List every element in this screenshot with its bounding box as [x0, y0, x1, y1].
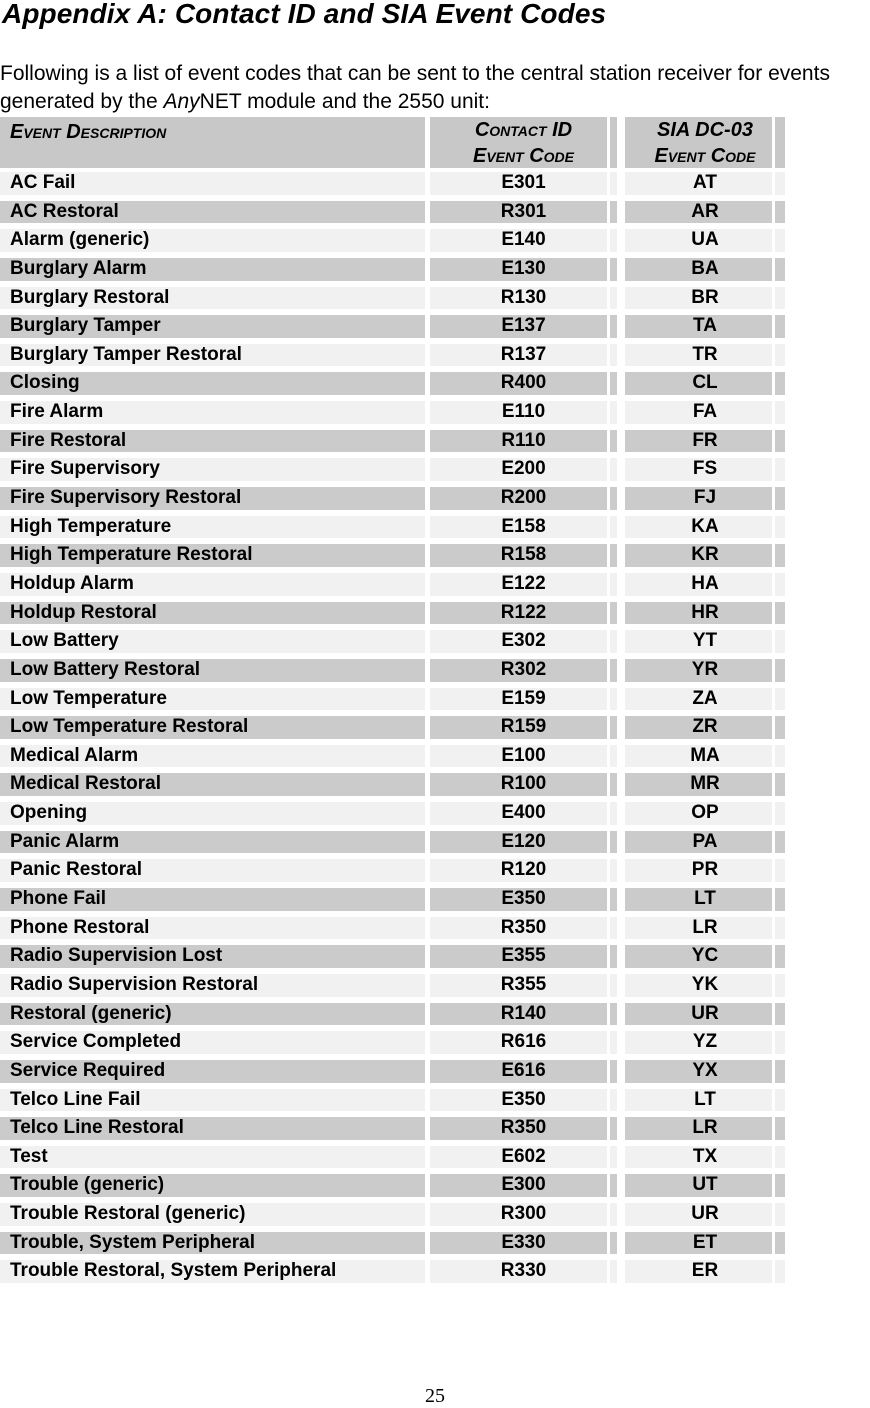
- intro-brand-rest: NET: [199, 90, 242, 113]
- column-separator: [607, 1031, 610, 1054]
- sia-code-cell: ET: [625, 1232, 785, 1255]
- sia-code-cell: LT: [625, 1089, 785, 1112]
- contact-id-code-cell: E120: [430, 831, 617, 854]
- sia-code-cell: TR: [625, 344, 785, 367]
- table-row: [0, 427, 790, 456]
- sia-code-cell: YZ: [625, 1031, 785, 1054]
- column-separator: [607, 458, 610, 481]
- table-row: [0, 455, 790, 484]
- sia-code-cell: YX: [625, 1060, 785, 1083]
- event-description-cell: Radio Supervision Restoral: [0, 974, 425, 997]
- column-separator: [607, 344, 610, 367]
- column-separator: [772, 831, 775, 854]
- column-separator: [607, 258, 610, 281]
- column-separator: [772, 344, 775, 367]
- column-separator: [607, 287, 610, 310]
- event-description-cell: Low Temperature: [0, 688, 425, 711]
- contact-id-code-cell: E301: [430, 172, 617, 195]
- contact-id-code-cell: R110: [430, 430, 617, 453]
- table-row: [0, 1000, 790, 1029]
- sia-code-cell: ZR: [625, 716, 785, 739]
- column-separator: [607, 859, 610, 882]
- column-separator: [607, 688, 610, 711]
- column-separator: [772, 172, 775, 195]
- column-separator: [772, 888, 775, 911]
- column-separator: [772, 688, 775, 711]
- column-separator: [607, 888, 610, 911]
- contact-id-code-cell: R158: [430, 544, 617, 567]
- contact-id-code-cell: R350: [430, 917, 617, 940]
- column-separator: [772, 945, 775, 968]
- contact-id-code-cell: R100: [430, 773, 617, 796]
- sia-code-cell: MR: [625, 773, 785, 796]
- event-codes-table: [0, 117, 790, 1286]
- event-description-cell: Trouble Restoral (generic): [0, 1203, 425, 1226]
- table-row: [0, 599, 790, 628]
- table-row: [0, 1114, 790, 1143]
- table-row: [0, 1086, 790, 1115]
- contact-id-code-cell: E302: [430, 630, 617, 653]
- table-row: [0, 398, 790, 427]
- column-separator: [772, 1260, 775, 1283]
- sia-code-cell: FR: [625, 430, 785, 453]
- contact-id-code-cell: E400: [430, 802, 617, 825]
- column-separator: [772, 573, 775, 596]
- column-separator: [607, 831, 610, 854]
- column-separator: [607, 544, 610, 567]
- table-row: [0, 856, 790, 885]
- event-description-cell: Telco Line Fail: [0, 1089, 425, 1112]
- table-row: [0, 828, 790, 857]
- column-separator: [772, 917, 775, 940]
- sia-code-cell: BA: [625, 258, 785, 281]
- contact-id-code-cell: E200: [430, 458, 617, 481]
- contact-id-code-cell: R301: [430, 201, 617, 224]
- contact-id-code-cell: E110: [430, 401, 617, 424]
- contact-id-code-cell: E137: [430, 315, 617, 338]
- table-row: [0, 341, 790, 370]
- column-separator: [772, 201, 775, 224]
- event-description-cell: Panic Alarm: [0, 831, 425, 854]
- sia-code-cell: MA: [625, 745, 785, 768]
- event-description-cell: Radio Supervision Lost: [0, 945, 425, 968]
- column-separator: [772, 1203, 775, 1226]
- event-description-cell: Service Required: [0, 1060, 425, 1083]
- contact-id-code-cell: E158: [430, 516, 617, 539]
- table-row: [0, 369, 790, 398]
- column-separator: [607, 117, 610, 168]
- intro-paragraph: [0, 60, 868, 116]
- contact-id-code-cell: E159: [430, 688, 617, 711]
- event-description-cell: Fire Restoral: [0, 430, 425, 453]
- contact-id-code-cell: E330: [430, 1232, 617, 1255]
- table-body: [0, 169, 790, 1286]
- column-separator: [772, 1232, 775, 1255]
- column-separator: [607, 430, 610, 453]
- column-separator: [772, 659, 775, 682]
- column-separator: [772, 859, 775, 882]
- event-description-cell: Holdup Restoral: [0, 602, 425, 625]
- sia-code-cell: AR: [625, 201, 785, 224]
- table-row: [0, 713, 790, 742]
- header-contact-id-line2: Event Code: [472, 145, 574, 167]
- column-separator: [607, 1003, 610, 1026]
- column-separator: [772, 1060, 775, 1083]
- contact-id-code-cell: R302: [430, 659, 617, 682]
- column-separator: [772, 1117, 775, 1140]
- header-event-description: Event Description: [0, 117, 425, 168]
- column-separator: [772, 773, 775, 796]
- sia-code-cell: KA: [625, 516, 785, 539]
- table-row: [0, 284, 790, 313]
- column-separator: [607, 401, 610, 424]
- page-title: Appendix A: Contact ID and SIA Event Codes: [2, 0, 607, 29]
- sia-code-cell: OP: [625, 802, 785, 825]
- event-description-cell: Low Temperature Restoral: [0, 716, 425, 739]
- table-row: [0, 971, 790, 1000]
- column-separator: [607, 1060, 610, 1083]
- column-separator: [607, 716, 610, 739]
- sia-code-cell: FA: [625, 401, 785, 424]
- column-separator: [772, 1146, 775, 1169]
- event-description-cell: Burglary Tamper: [0, 315, 425, 338]
- event-description-cell: Trouble Restoral, System Peripheral: [0, 1260, 425, 1283]
- header-contact-id: [430, 117, 617, 168]
- sia-code-cell: ZA: [625, 688, 785, 711]
- intro-text-before: Following is a list of event codes that can be sent to the central station receiver for events generated by the: [0, 62, 830, 113]
- contact-id-code-cell: R200: [430, 487, 617, 510]
- sia-code-cell: LT: [625, 888, 785, 911]
- column-separator: [607, 1117, 610, 1140]
- sia-code-cell: HA: [625, 573, 785, 596]
- column-separator: [772, 258, 775, 281]
- table-row: [0, 570, 790, 599]
- event-description-cell: AC Fail: [0, 172, 425, 195]
- contact-id-code-cell: R120: [430, 859, 617, 882]
- contact-id-code-cell: E140: [430, 229, 617, 252]
- table-row: [0, 1229, 790, 1258]
- column-separator: [607, 773, 610, 796]
- event-description-cell: Alarm (generic): [0, 229, 425, 252]
- column-separator: [607, 229, 610, 252]
- event-description-cell: Burglary Tamper Restoral: [0, 344, 425, 367]
- table-row: [0, 1200, 790, 1229]
- column-separator: [772, 716, 775, 739]
- contact-id-code-cell: R159: [430, 716, 617, 739]
- table-row: [0, 885, 790, 914]
- column-separator: [607, 573, 610, 596]
- contact-id-code-cell: R355: [430, 974, 617, 997]
- table-row: [0, 942, 790, 971]
- contact-id-code-cell: R300: [430, 1203, 617, 1226]
- column-separator: [772, 516, 775, 539]
- intro-text-after: module and the 2550 unit:: [241, 90, 490, 113]
- column-separator: [607, 1146, 610, 1169]
- column-separator: [772, 229, 775, 252]
- column-separator: [607, 1174, 610, 1197]
- column-separator: [772, 802, 775, 825]
- column-separator: [607, 945, 610, 968]
- header-sia-line1: SIA DC-03: [657, 119, 753, 141]
- table-row: [0, 541, 790, 570]
- sia-code-cell: YR: [625, 659, 785, 682]
- event-description-cell: Low Battery Restoral: [0, 659, 425, 682]
- contact-id-code-cell: E300: [430, 1174, 617, 1197]
- event-description-cell: Service Completed: [0, 1031, 425, 1054]
- sia-code-cell: TX: [625, 1146, 785, 1169]
- column-separator: [607, 659, 610, 682]
- table-row: [0, 685, 790, 714]
- sia-code-cell: HR: [625, 602, 785, 625]
- table-row: [0, 1028, 790, 1057]
- header-sia-line2: Event Code: [654, 145, 756, 167]
- contact-id-code-cell: R137: [430, 344, 617, 367]
- table-row: [0, 255, 790, 284]
- sia-code-cell: YT: [625, 630, 785, 653]
- column-separator: [607, 172, 610, 195]
- contact-id-code-cell: E616: [430, 1060, 617, 1083]
- event-description-cell: Phone Fail: [0, 888, 425, 911]
- table-row: [0, 799, 790, 828]
- event-description-cell: Fire Alarm: [0, 401, 425, 424]
- event-description-cell: Panic Restoral: [0, 859, 425, 882]
- event-description-cell: AC Restoral: [0, 201, 425, 224]
- contact-id-code-cell: R400: [430, 372, 617, 395]
- event-description-cell: Restoral (generic): [0, 1003, 425, 1026]
- sia-code-cell: LR: [625, 917, 785, 940]
- sia-code-cell: CL: [625, 372, 785, 395]
- table-row: [0, 1057, 790, 1086]
- column-separator: [607, 1232, 610, 1255]
- column-separator: [772, 974, 775, 997]
- contact-id-code-cell: E350: [430, 1089, 617, 1112]
- column-separator: [607, 630, 610, 653]
- event-description-cell: Burglary Restoral: [0, 287, 425, 310]
- table-row: [0, 484, 790, 513]
- column-separator: [772, 1031, 775, 1054]
- event-description-cell: Fire Supervisory: [0, 458, 425, 481]
- column-separator: [772, 745, 775, 768]
- event-description-cell: High Temperature Restoral: [0, 544, 425, 567]
- column-separator: [607, 315, 610, 338]
- sia-code-cell: FJ: [625, 487, 785, 510]
- column-separator: [607, 802, 610, 825]
- table-row: [0, 198, 790, 227]
- column-separator: [607, 372, 610, 395]
- table-row: [0, 226, 790, 255]
- sia-code-cell: UT: [625, 1174, 785, 1197]
- column-separator: [772, 315, 775, 338]
- table-row: [0, 770, 790, 799]
- sia-code-cell: YC: [625, 945, 785, 968]
- column-separator: [607, 745, 610, 768]
- column-separator: [772, 117, 775, 168]
- event-description-cell: Holdup Alarm: [0, 573, 425, 596]
- table-row: [0, 914, 790, 943]
- contact-id-code-cell: E355: [430, 945, 617, 968]
- table-row: [0, 312, 790, 341]
- contact-id-code-cell: R616: [430, 1031, 617, 1054]
- event-description-cell: High Temperature: [0, 516, 425, 539]
- event-description-cell: Medical Restoral: [0, 773, 425, 796]
- table-row: [0, 742, 790, 771]
- event-description-cell: Test: [0, 1146, 425, 1169]
- sia-code-cell: FS: [625, 458, 785, 481]
- contact-id-code-cell: E602: [430, 1146, 617, 1169]
- event-description-cell: Trouble, System Peripheral: [0, 1232, 425, 1255]
- header-contact-id-line1: Contact ID: [474, 119, 573, 141]
- event-description-cell: Low Battery: [0, 630, 425, 653]
- contact-id-code-cell: R130: [430, 287, 617, 310]
- column-separator: [772, 430, 775, 453]
- table-row: [0, 627, 790, 656]
- column-separator: [772, 372, 775, 395]
- contact-id-code-cell: R330: [430, 1260, 617, 1283]
- header-sia: [625, 117, 785, 168]
- column-separator: [607, 1089, 610, 1112]
- sia-code-cell: UR: [625, 1203, 785, 1226]
- event-description-cell: Telco Line Restoral: [0, 1117, 425, 1140]
- column-separator: [607, 917, 610, 940]
- event-description-cell: Fire Supervisory Restoral: [0, 487, 425, 510]
- intro-brand-italic: Any: [163, 90, 200, 113]
- table-row: [0, 169, 790, 198]
- event-description-cell: Closing: [0, 372, 425, 395]
- sia-code-cell: PA: [625, 831, 785, 854]
- sia-code-cell: PR: [625, 859, 785, 882]
- table-row: [0, 1171, 790, 1200]
- column-separator: [772, 1089, 775, 1112]
- sia-code-cell: ER: [625, 1260, 785, 1283]
- column-separator: [607, 201, 610, 224]
- sia-code-cell: UA: [625, 229, 785, 252]
- column-separator: [772, 630, 775, 653]
- column-separator: [607, 1203, 610, 1226]
- table-header: [0, 117, 790, 169]
- column-separator: [772, 487, 775, 510]
- sia-code-cell: UR: [625, 1003, 785, 1026]
- event-description-cell: Trouble (generic): [0, 1174, 425, 1197]
- event-description-cell: Phone Restoral: [0, 917, 425, 940]
- column-separator: [772, 287, 775, 310]
- contact-id-code-cell: R350: [430, 1117, 617, 1140]
- sia-code-cell: LR: [625, 1117, 785, 1140]
- page-number: 25: [425, 1385, 445, 1407]
- sia-code-cell: TA: [625, 315, 785, 338]
- event-description-cell: Medical Alarm: [0, 745, 425, 768]
- sia-code-cell: BR: [625, 287, 785, 310]
- sia-code-cell: KR: [625, 544, 785, 567]
- column-separator: [772, 1174, 775, 1197]
- sia-code-cell: YK: [625, 974, 785, 997]
- contact-id-code-cell: R122: [430, 602, 617, 625]
- column-separator: [772, 401, 775, 424]
- table-row: [0, 513, 790, 542]
- contact-id-code-cell: E122: [430, 573, 617, 596]
- event-description-cell: Opening: [0, 802, 425, 825]
- contact-id-code-cell: E350: [430, 888, 617, 911]
- column-separator: [607, 602, 610, 625]
- column-separator: [607, 974, 610, 997]
- column-separator: [772, 602, 775, 625]
- contact-id-code-cell: R140: [430, 1003, 617, 1026]
- table-row: [0, 656, 790, 685]
- event-description-cell: Burglary Alarm: [0, 258, 425, 281]
- contact-id-code-cell: E100: [430, 745, 617, 768]
- table-row: [0, 1143, 790, 1172]
- column-separator: [607, 487, 610, 510]
- sia-code-cell: AT: [625, 172, 785, 195]
- contact-id-code-cell: E130: [430, 258, 617, 281]
- column-separator: [607, 1260, 610, 1283]
- column-separator: [772, 544, 775, 567]
- table-row: [0, 1257, 790, 1286]
- column-separator: [772, 458, 775, 481]
- column-separator: [772, 1003, 775, 1026]
- column-separator: [607, 516, 610, 539]
